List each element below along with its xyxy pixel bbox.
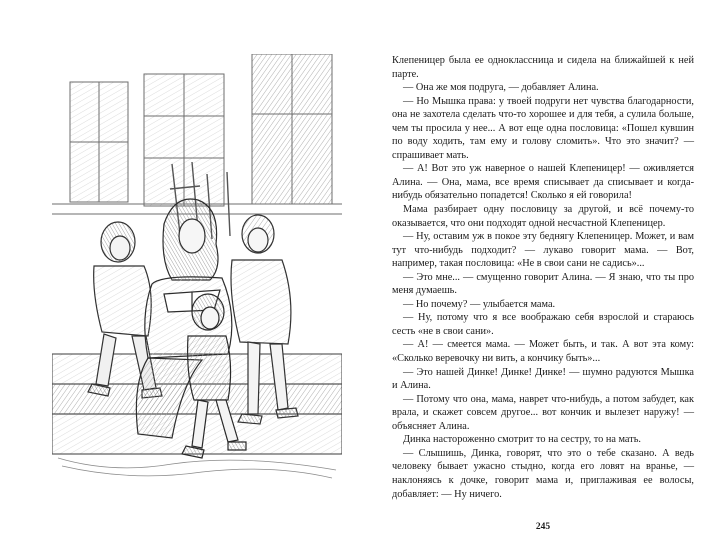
page-number: 245 [535,522,551,532]
paragraph: — Но почему? — улыбается мама. [403,298,556,310]
text-column [392,54,694,501]
paragraph: — Слышишь, Динка, говорят, что это о тебе сказано. А ведь человеку бывает ужасно стыдно, когда его ловят на вранье, — наклоняясь к дочке, говорит мама и, приглаживая ее волосы, добавляет: — Ну ничего. [392,447,694,500]
paragraph: — Но Мышка права: у твоей подруги нет чувства благодарности, она не захотела сделать что-то хорошее и для тебя, а сулила больше, чем ты просила у нее... А вот еще одна пословица: «Пошел кувшин по воду ходить, там ему и голову сломить». Что это значит? — спрашивает мать. [392,95,694,161]
paragraph: — А! — смеется мама. — Может быть, и так. А вот эта кому: «Сколько веревочку ни вить, а кончику быть»... [392,339,694,365]
illustration-girls-on-steps [52,54,342,486]
paragraph: — Это мне... — смущенно говорит Алина. — Я знаю, что ты про меня думаешь. [392,271,694,297]
paragraph: — Это нашей Динке! Динке! Динке! — шумно радуются Мышка и Алина. [392,366,694,392]
paragraph: Мама разбирает одну пословицу за другой, и всё почему-то оказывается, что они подходят одной несчастной Клепеницер. [392,204,694,229]
paragraph: — А! Вот это уж наверное о нашей Клепеницер! — оживляется Алина. — Она, мама, все время списывает да списывает и когда-нибудь обязательно попадется! Сколько я ей говорила! [392,163,694,202]
paragraph: Клепеницер была ее одноклассница и сидела на ближайшей к ней парте. [392,55,694,80]
paragraph: — Потому что она, мама, наврет что-нибудь, а потом забудет, как врала, и скажет совсем другое... вот кончик и вылезет наружу! — объясняет Алина. [392,393,694,432]
paragraph: — Ну, оставим уж в покое эту беднягу Клепеницер. Может, и вам тут что-нибудь подходит? — лукаво говорит мама. — Вот, например, такая пословица: «Не в свои сани не садись»... [392,231,694,270]
paragraph: — Она же моя подруга, — добавляет Алина. [403,82,599,94]
paragraph: — Ну, потому что я все воображаю себя взрослой и стараюсь сесть «не в свои сани». [392,312,694,337]
paragraph: Динка настороженно смотрит то на сестру, то на мать. [403,434,641,446]
pencil-drawing [52,54,342,486]
